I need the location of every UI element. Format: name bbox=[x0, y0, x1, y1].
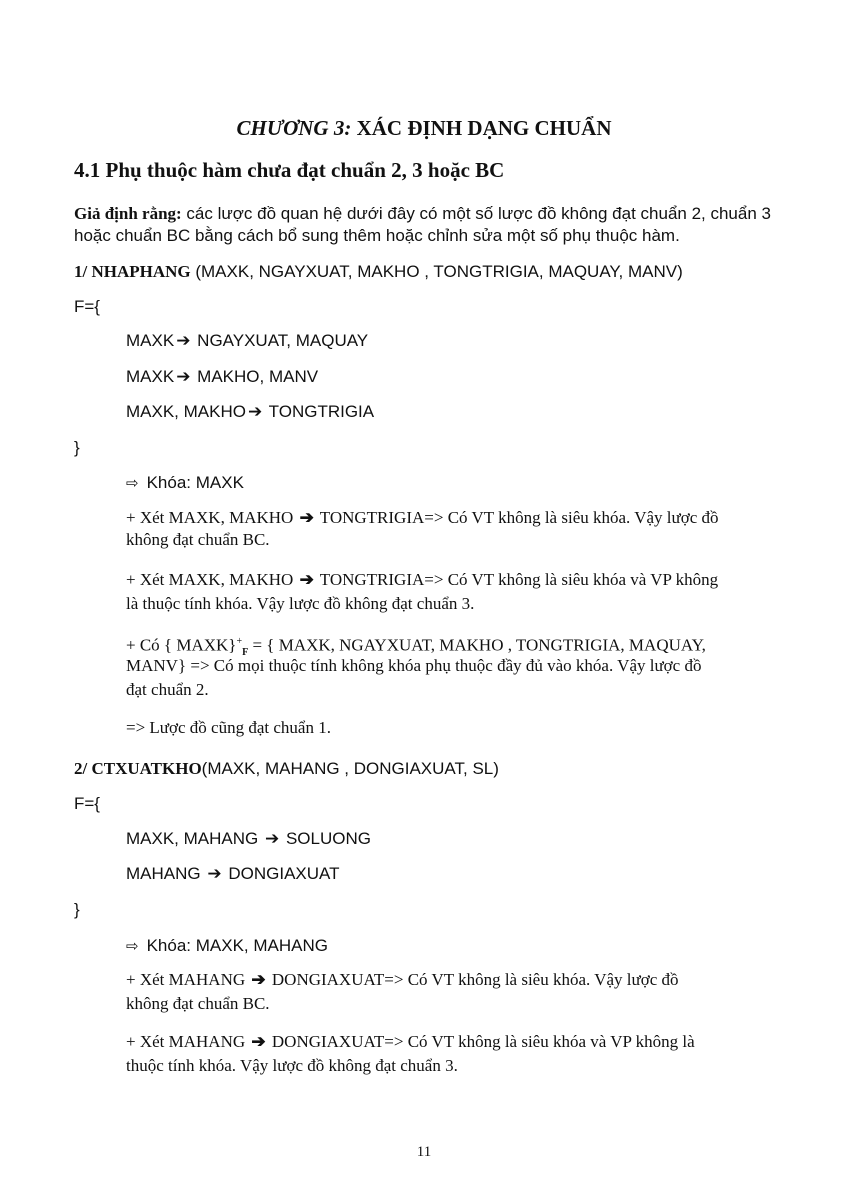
intro-line-1 bbox=[74, 204, 771, 224]
rel2-nf3-2: thuộc tính khóa. Vậy lược đồ không đạt chuẩn 3. bbox=[126, 1056, 458, 1075]
fd-rhs: TONGTRIGIA bbox=[268, 402, 375, 421]
rel2-nf3-1 bbox=[126, 1032, 695, 1052]
chapter-prefix: CHƯƠNG 3: bbox=[236, 116, 352, 140]
rel1-nf2-3: đạt chuẩn 2. bbox=[126, 680, 209, 699]
fd-rhs: DONGIAXUAT bbox=[228, 864, 340, 883]
rel2-label: 2/ CTXUATKHO bbox=[74, 759, 202, 778]
rel2-fd-2 bbox=[126, 864, 339, 884]
rel1-attrs: (MAXK, NGAYXUAT, MAKHO , TONGTRIGIA, MAQUAY, MANV) bbox=[190, 262, 683, 281]
rel1-label: 1/ NHAPHANG bbox=[74, 262, 191, 281]
rel1-f-open: F={ bbox=[74, 297, 100, 316]
rel1-fd-2 bbox=[126, 367, 318, 387]
arrow-right-icon: ➔ bbox=[176, 367, 191, 386]
hollow-arrow-icon: ⇨ bbox=[126, 938, 139, 955]
fd-lhs: MAXK bbox=[126, 331, 175, 350]
arrow-right-icon: ➔ bbox=[247, 402, 263, 421]
rel1-bc-2: không đạt chuẩn BC. bbox=[126, 530, 270, 549]
rel2-bc-1 bbox=[126, 970, 679, 990]
rel1-fd-3 bbox=[126, 402, 374, 422]
fd-rhs: SOLUONG bbox=[285, 829, 371, 848]
rel2-fd-1 bbox=[126, 829, 371, 849]
fd-lhs: MAHANG bbox=[126, 864, 201, 883]
rel2-key bbox=[126, 936, 328, 957]
rel2-f-open: F={ bbox=[74, 794, 100, 813]
bc-lhs: + Xét MAHANG bbox=[126, 970, 246, 989]
nf2-b: = { MAXK, NGAYXUAT, MAKHO , TONGTRIGIA, MAQUAY, bbox=[248, 635, 706, 655]
fd-rhs: NGAYXUAT, MAQUAY bbox=[197, 331, 369, 350]
fd-lhs: MAXK bbox=[126, 367, 175, 386]
fd-lhs: MAXK, MAHANG bbox=[126, 829, 259, 848]
bc-rhs: DONGIAXUAT=> Có VT không là siêu khóa. Vậy lược đồ bbox=[271, 970, 679, 989]
rel2-key-text: Khóa: MAXK, MAHANG bbox=[146, 936, 328, 955]
intro-label: Giả định rằng: bbox=[74, 204, 182, 223]
section-heading: 4.1 Phụ thuộc hàm chưa đạt chuẩn 2, 3 hoặc BC bbox=[74, 158, 505, 182]
page-number: 11 bbox=[416, 1144, 432, 1160]
rel1-fd-1 bbox=[126, 331, 368, 351]
rel2-f-close: } bbox=[74, 900, 80, 919]
fd-rhs: MAKHO, MANV bbox=[197, 367, 319, 386]
nf3-rhs: DONGIAXUAT=> Có VT không là siêu khóa và VP không là bbox=[271, 1032, 695, 1051]
rel1-nf3-1 bbox=[126, 570, 718, 590]
rel2-heading bbox=[74, 759, 499, 779]
arrow-right-icon: ➔ bbox=[207, 864, 222, 883]
arrow-right-icon: ➔ bbox=[251, 970, 266, 989]
arrow-right-icon: ➔ bbox=[176, 331, 191, 350]
rel1-key-text: Khóa: MAXK bbox=[146, 473, 244, 492]
bc-rhs: TONGTRIGIA=> Có VT không là siêu khóa. Vậy lược đồ bbox=[319, 508, 719, 527]
rel1-nf2-2: MANV} => Có mọi thuộc tính không khóa phụ thuộc đầy đủ vào khóa. Vậy lược đồ bbox=[126, 656, 702, 675]
arrow-right-icon: ➔ bbox=[299, 570, 314, 589]
rel1-bc-1 bbox=[126, 508, 719, 528]
fd-lhs: MAXK, MAKHO bbox=[126, 402, 246, 421]
rel2-bc-2: không đạt chuẩn BC. bbox=[126, 994, 270, 1013]
nf2-sub: F bbox=[242, 647, 249, 659]
rel1-heading bbox=[74, 262, 683, 282]
arrow-right-icon: ➔ bbox=[251, 1032, 266, 1051]
nf2-sup: + bbox=[236, 636, 243, 647]
arrow-right-icon: ➔ bbox=[264, 829, 280, 848]
rel1-f-close: } bbox=[74, 438, 80, 457]
bc-lhs: + Xét MAXK, MAKHO bbox=[126, 508, 294, 527]
nf3-rhs: TONGTRIGIA=> Có VT không là siêu khóa và VP không bbox=[319, 570, 719, 589]
rel1-nf3-2: là thuộc tính khóa. Vậy lược đồ không đạt chuẩn 3. bbox=[126, 594, 475, 613]
nf3-lhs: + Xét MAXK, MAKHO bbox=[126, 570, 294, 589]
hollow-arrow-icon: ⇨ bbox=[126, 475, 139, 492]
intro-text-1: các lược đồ quan hệ dưới đây có một số lược đồ không đạt chuẩn 2, chuẩn 3 bbox=[181, 204, 771, 223]
chapter-heading bbox=[0, 118, 848, 138]
nf2-a: + Có { MAXK} bbox=[126, 635, 237, 655]
arrow-right-icon: ➔ bbox=[299, 508, 314, 527]
nf3-lhs: + Xét MAHANG bbox=[126, 1032, 246, 1051]
chapter-title: XÁC ĐỊNH DẠNG CHUẨN bbox=[356, 116, 612, 140]
rel1-key bbox=[126, 473, 244, 494]
rel2-attrs: (MAXK, MAHANG , DONGIAXUAT, SL) bbox=[201, 759, 499, 778]
rel1-nf1: => Lược đồ cũng đạt chuẩn 1. bbox=[126, 718, 331, 737]
intro-line-2: hoặc chuẩn BC bằng cách bổ sung thêm hoặc chỉnh sửa một số phụ thuộc hàm. bbox=[74, 226, 680, 245]
